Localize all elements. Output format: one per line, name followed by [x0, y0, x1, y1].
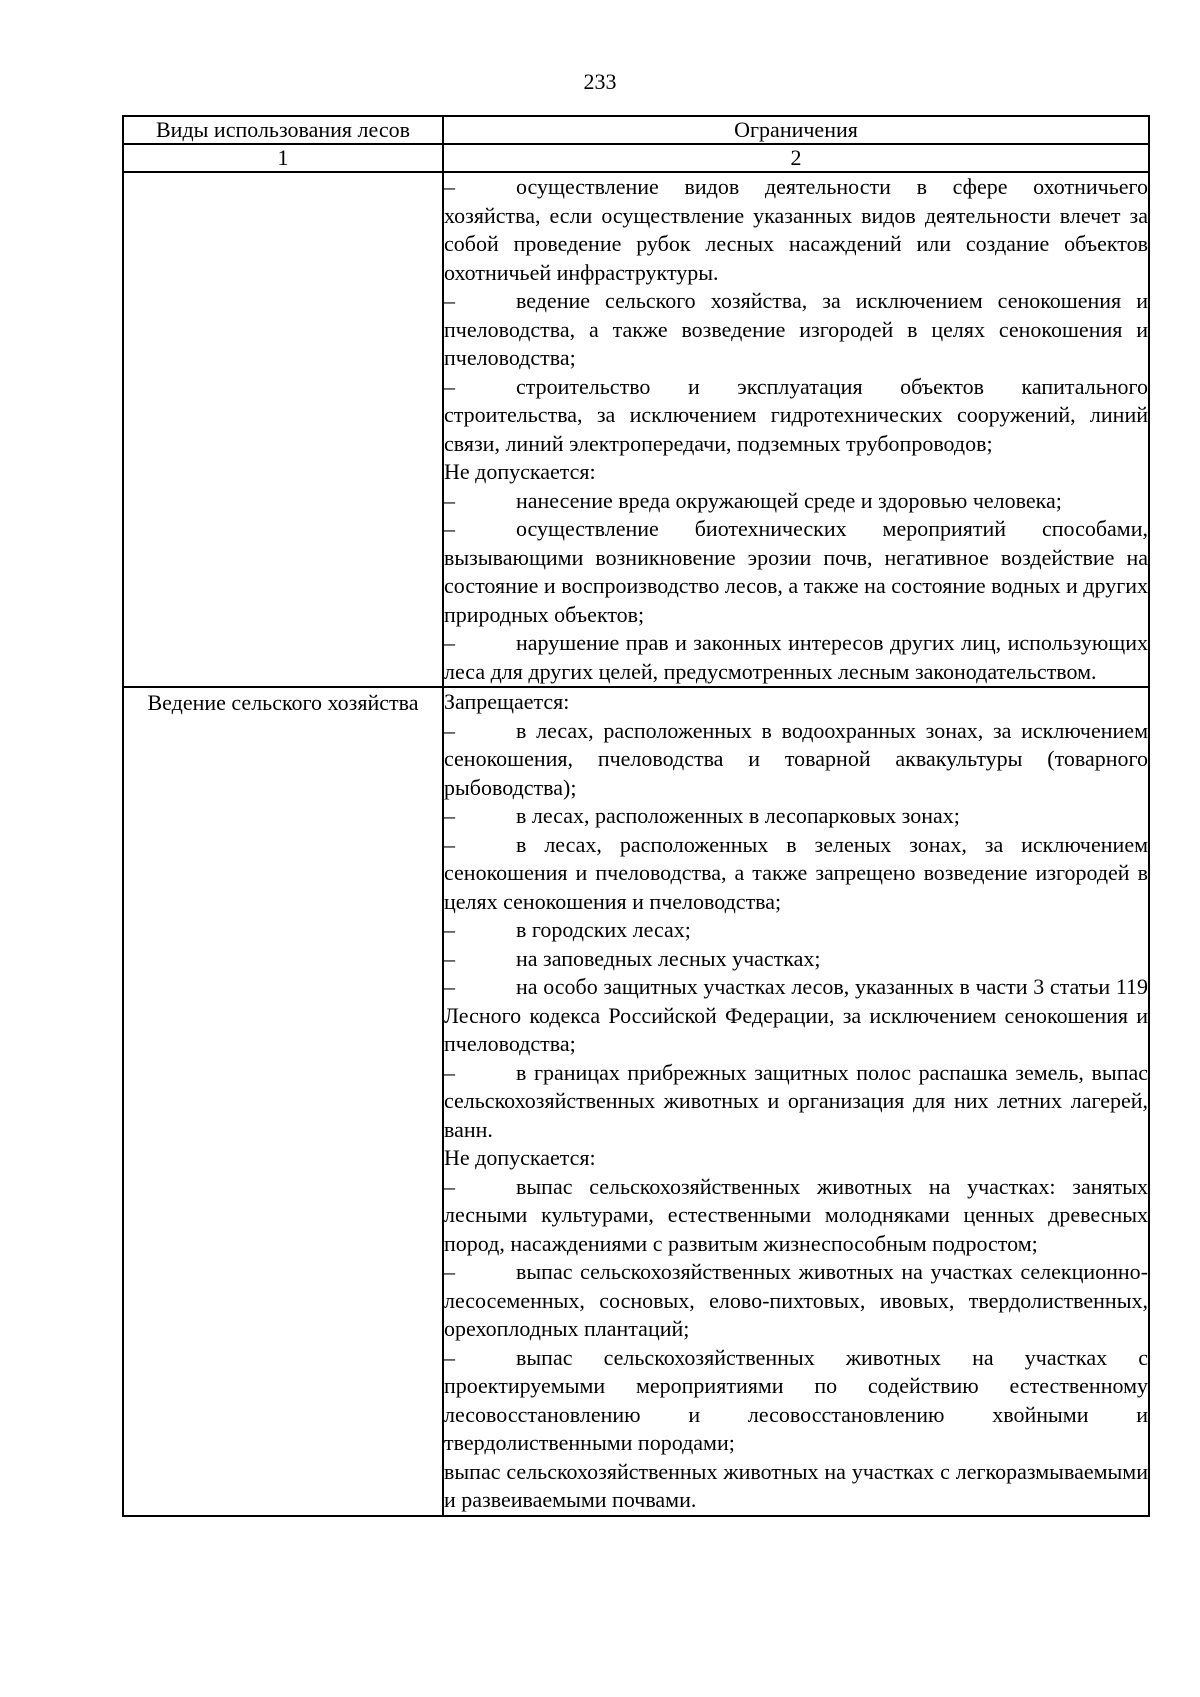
column-number-2: 2 [443, 144, 1149, 172]
restriction-heading [444, 458, 1148, 487]
restriction-text: Не допускается: [444, 1145, 596, 1170]
restriction-item [444, 1258, 1148, 1344]
column-number-1: 1 [123, 144, 443, 172]
restriction-text: в лесах, расположенных в водоохранных зонах, за исключением сенокошения, пчеловодства и товарной аквакультуры (товарного рыбоводства); [444, 717, 1148, 800]
restriction-text: выпас сельскохозяйственных животных на участках с легкоразмываемыми и развеиваемыми почвами. [444, 1458, 1148, 1512]
restriction-text: на заповедных лесных участках; [516, 945, 821, 971]
dash-marker: – [444, 974, 455, 999]
restrictions-cell [443, 687, 1149, 1516]
dash-marker: – [444, 373, 455, 399]
dash-marker: – [444, 288, 455, 313]
restriction-text: ведение сельского хозяйства, за исключением сенокошения и пчеловодства, а также возведение изгородей в целях сенокошения и пчеловодства; [444, 288, 1148, 370]
column-number-row [123, 144, 1149, 172]
restrictions-table [122, 115, 1150, 1517]
restriction-text: осуществление биотехнических мероприятий способами, вызывающими возникновение эрозии почв, негативное воздействие на состояние и воспроизводство лесов, а также на состояние водных и других природных объектов; [444, 516, 1148, 627]
restriction-item [444, 1344, 1148, 1458]
restriction-text: выпас сельскохозяйственных животных на участках с проектируемыми мероприятиями по содействию естественному лесовосстановлению и лесовосстановлению хвойными и твердолиственными породами; [444, 1344, 1148, 1455]
restrictions-cell [443, 172, 1149, 687]
restriction-item [444, 717, 1148, 803]
table-header-row [123, 116, 1149, 144]
dash-marker: – [444, 831, 455, 857]
restriction-text: на особо защитных участках лесов, указанных в части 3 статьи 119 Лесного кодекса Российской Федерации, за исключением сенокошения и пчеловодства; [444, 974, 1148, 1056]
dash-marker: – [444, 1059, 455, 1085]
page-number: 233 [583, 69, 617, 94]
restriction-text: осуществление видов деятельности в сфере охотничьего хозяйства, если осуществление указанных видов деятельности влечет за собой проведение рубок лесных насаждений или создание объектов охотничьей инфраструктуры. [444, 174, 1148, 285]
restriction-item [444, 515, 1148, 629]
restriction-text: строительство и эксплуатация объектов капитального строительства, за исключением гидротехнических сооружений, линий связи, линий электропередачи, подземных трубопроводов; [444, 373, 1148, 456]
restriction-item [444, 802, 1148, 831]
restriction-text: в лесах, расположенных в лесопарковых зонах; [516, 803, 960, 828]
restriction-text: в лесах, расположенных в зеленых зонах, за исключением сенокошения и пчеловодства, а также запрещено возведение изгородей в целях сенокошения и пчеловодства; [444, 831, 1148, 914]
restriction-text: в границах прибрежных защитных полос распашка земель, выпас сельскохозяйственных животных и организация для них летних лагерей, ванн. [444, 1059, 1148, 1142]
restriction-item [444, 945, 1148, 974]
dash-marker: – [444, 1173, 455, 1199]
dash-marker: – [444, 516, 455, 541]
forest-use-type-cell: Ведение сельского хозяйства [123, 687, 443, 1516]
column-header-restrictions: Ограничения [443, 116, 1149, 144]
column-header-forest-use: Виды использования лесов [123, 116, 443, 144]
table-row [123, 172, 1149, 687]
restriction-item [444, 287, 1148, 373]
restriction-heading [444, 688, 1148, 717]
dash-marker: – [444, 174, 455, 199]
restriction-text: Запрещается: [444, 689, 570, 714]
table-row [123, 687, 1149, 1516]
restriction-item [444, 373, 1148, 459]
dash-marker: – [444, 1344, 455, 1370]
restriction-item [444, 1059, 1148, 1145]
dash-marker: – [444, 803, 455, 828]
dash-marker: – [444, 487, 455, 513]
restriction-item [444, 487, 1148, 516]
dash-marker: – [444, 917, 455, 942]
forest-use-type-cell [123, 172, 443, 687]
dash-marker: – [444, 717, 455, 743]
restriction-text: в городских лесах; [516, 917, 691, 942]
restriction-text: выпас сельскохозяйственных животных на участках: занятых лесными культурами, естественными молодняками ценных древесных пород, насаждениями с развитым жизнеспособным подростом; [444, 1173, 1148, 1256]
restriction-text: нарушение прав и законных интересов других лиц, использующих леса для других целей, предусмотренных лесным законодательством. [444, 630, 1148, 684]
restriction-heading [444, 1458, 1148, 1515]
restriction-heading [444, 1144, 1148, 1173]
dash-marker: – [444, 1259, 455, 1284]
restriction-item [444, 916, 1148, 945]
restriction-item [444, 831, 1148, 917]
restriction-item [444, 173, 1148, 287]
restriction-text: нанесение вреда окружающей среде и здоровью человека; [516, 487, 1062, 513]
restriction-text: выпас сельскохозяйственных животных на участках селекционно-лесосеменных, сосновых, елово-пихтовых, ивовых, твердолиственных, орехоплодных плантаций; [444, 1259, 1148, 1341]
restriction-text: Не допускается: [444, 459, 596, 484]
dash-marker: – [444, 945, 455, 971]
restriction-item [444, 629, 1148, 686]
dash-marker: – [444, 630, 455, 655]
restriction-item [444, 973, 1148, 1059]
restriction-item [444, 1173, 1148, 1259]
